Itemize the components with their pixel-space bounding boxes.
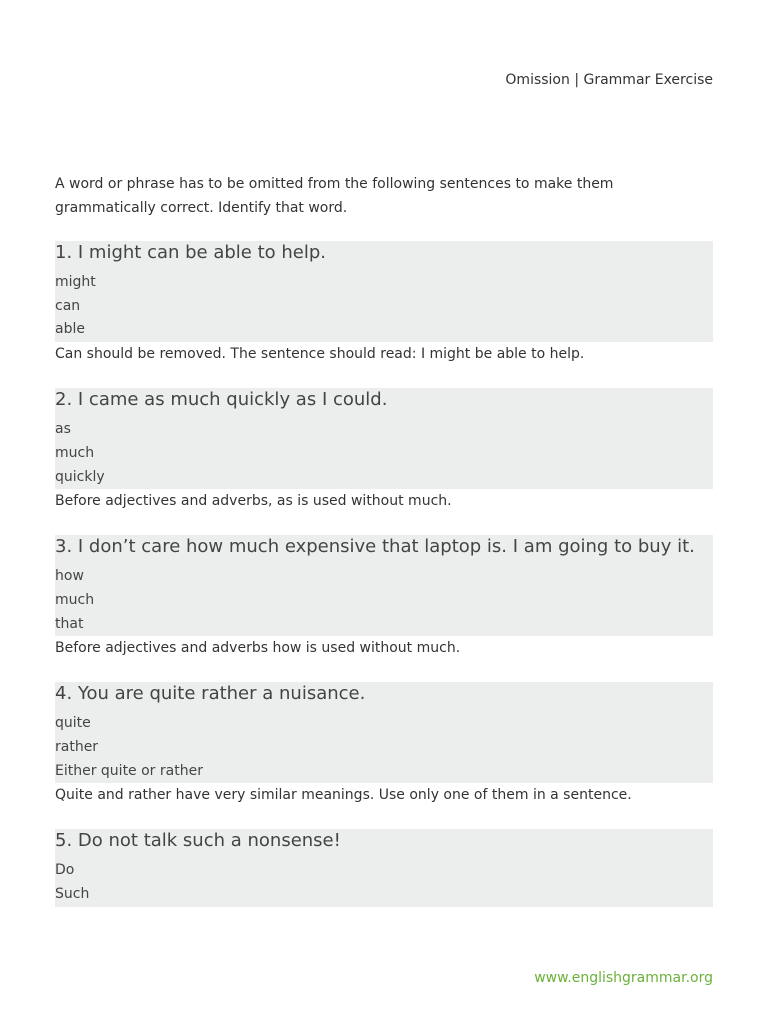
answer-option[interactable]: that: [55, 615, 84, 632]
answer-option[interactable]: quite: [55, 715, 91, 732]
answer-option[interactable]: Such: [55, 886, 90, 903]
question-5: [55, 829, 713, 906]
instructions: A word or phrase has to be omitted from the following sentences to make them grammatically correct. Identify that word.: [55, 176, 614, 216]
question-text: 4. You are quite rather a nuisance.: [55, 683, 366, 705]
question-box: [55, 535, 713, 636]
answer-explanation: Can should be removed. The sentence should read: I might be able to help.: [55, 346, 585, 363]
answer-option[interactable]: able: [55, 321, 85, 338]
question-text: 2. I came as much quickly as I could.: [55, 389, 388, 411]
answer-option[interactable]: much: [55, 444, 95, 461]
answer-option[interactable]: Either quite or rather: [55, 762, 203, 779]
answer-option[interactable]: as: [55, 421, 71, 438]
question-4: [55, 682, 713, 807]
question-text: 1. I might can be able to help.: [55, 242, 327, 263]
answer-option[interactable]: much: [55, 591, 95, 608]
answer-option[interactable]: can: [55, 297, 81, 314]
answer-explanation: Before adjectives and adverbs how is used without much.: [55, 640, 461, 657]
question-box: [55, 829, 713, 906]
question-list: [55, 241, 713, 929]
question-1: [55, 241, 713, 366]
answer-option[interactable]: rather: [55, 739, 99, 756]
answer-option[interactable]: how: [55, 568, 84, 585]
question-box: [55, 388, 713, 489]
question-3: [55, 535, 713, 660]
answer-option[interactable]: might: [55, 274, 96, 290]
answer-option[interactable]: Do: [55, 862, 75, 879]
question-box: [55, 241, 713, 342]
website-link[interactable]: www.englishgrammar.org: [534, 970, 713, 986]
question-2: [55, 388, 713, 513]
answer-explanation: Quite and rather have very similar meanings. Use only one of them in a sentence.: [55, 787, 632, 804]
page-header-title: Omission | Grammar Exercise: [505, 72, 713, 88]
question-text: 3. I don’t care how much expensive that laptop is. I am going to buy it.: [55, 536, 695, 558]
answer-explanation: Before adjectives and adverbs, as is used without much.: [55, 493, 452, 510]
question-box: [55, 682, 713, 783]
question-text: 5. Do not talk such a nonsense!: [55, 830, 341, 852]
answer-option[interactable]: quickly: [55, 468, 105, 485]
